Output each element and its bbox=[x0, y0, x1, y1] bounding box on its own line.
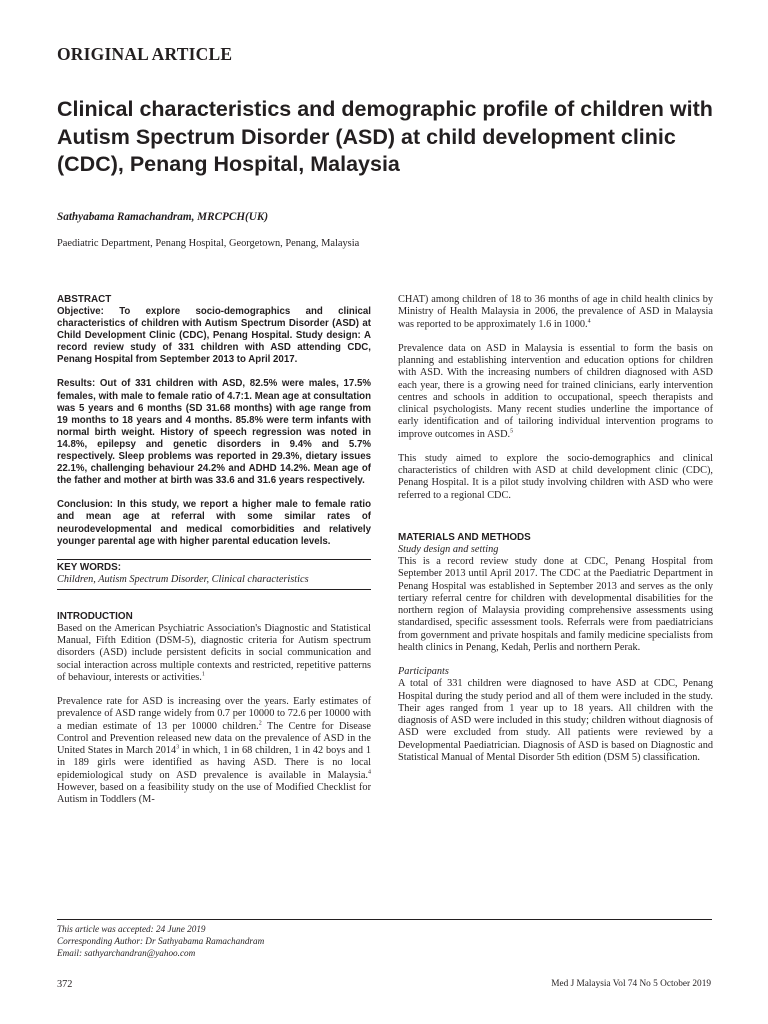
article-title: Clinical characteristics and demographic profile of children with Autism Spectrum Disorder (ASD) at child development clinic (CDC), Penang Hospital, Malaysia bbox=[57, 97, 713, 176]
participants-paragraph: A total of 331 children were diagnosed to have ASD at CDC, Penang Hospital during the study period and all of them were included in the study. Their ages ranged from 1 year up to 18 years. All children with the diagnosis of ASD were included in this study; children without diagnosis of ASD were excluded from study. All patients were reviewed by a Developmental Paediatrician. Diagnosis of ASD is based on Diagnostic and Statistical Manual of Mental Disorder 5th edition (DSM 5) classification. bbox=[398, 678, 713, 763]
citation-ref: 4 bbox=[368, 769, 371, 776]
introduction-heading: INTRODUCTION bbox=[57, 610, 133, 622]
abstract-heading: ABSTRACT bbox=[57, 294, 112, 305]
abstract-results: Results: Out of 331 children with ASD, 82.5% were males, 17.5% females, with male to female ratio of 4.7:1. Mean age at consultation was 5 years and 6 months (SD 31.68 months) with age range from 19 months to 18 years and 4 months. 85.8% were term infants with normal birth weight. History of speech regression was noted in 14.8%, epilepsy and genetic disorders in 9.4% and 5.7% respectively. Sleep problems was reported in 29.3%, dietary issues 22.1%, challenging behaviour 24.2% and ADHD 14.2%. Mean age of the father and mother at birth was 33.6 and 31.6 years respectively. bbox=[57, 378, 371, 487]
abstract-conclusion: Conclusion: In this study, we report a higher male to female ratio and mean age at referral with some similar rates of neurodevelopmental and medical comorbidities and relatively younger parental age with higher parental education levels. bbox=[57, 499, 371, 547]
methods-heading: MATERIALS AND METHODS bbox=[398, 531, 531, 543]
journal-reference: Med J Malaysia Vol 74 No 5 October 2019 bbox=[551, 979, 711, 989]
citation-ref: 3 bbox=[176, 744, 180, 751]
abstract-objective: Objective: To explore socio-demographics and clinical characteristics of children with Autism Spectrum Disorder (ASD) at Child Development Clinic (CDC), Penang Hospital. Study design: A record review study of 331 children with ASD attending CDC, Penang Hospital from September 2013 to April 2017. bbox=[57, 306, 371, 366]
keywords-heading: KEY WORDS: bbox=[57, 561, 122, 573]
study-design-subheading: Study design and setting bbox=[398, 543, 499, 555]
page-number: 372 bbox=[57, 979, 73, 990]
study-design-paragraph: This is a record review study done at CDC, Penang Hospital from September 2013 until April 2017. The CDC at the Paediatric Department in Penang Hospital was established in September 2013 and serves as the only tertiary referral centre for children with developmental disabilities for the northern region of Malaysia providing comprehensive assessments using standardised, specific assessment tools. Referrals were from paediatricians from government and private hospitals and family medicine specialists from health clinics in Penang, Kedah, Perlis and northern Perak. bbox=[398, 556, 713, 653]
author-line: Sathyabama Ramachandram, MRCPCH(UK) bbox=[57, 211, 269, 223]
intro-continued-paragraph: CHAT) among children of 18 to 36 months of age in child health clinics by Ministry of Health Malaysia in 2006, the prevalence of ASD in Malaysia was reported to be approximately 1.6 in 1000.$^4$ bbox=[398, 294, 713, 330]
footer-divider bbox=[57, 919, 712, 920]
accepted-note: This article was accepted: 24 June 2019 bbox=[57, 924, 206, 934]
keywords-text: Children, Autism Spectrum Disorder, Clinical characteristics bbox=[57, 573, 309, 585]
footnotes bbox=[57, 923, 457, 959]
introduction-paragraph-1: Based on the American Psychiatric Association's Diagnostic and Statistical Manual, Fifth Edition (DSM-5), diagnostic criteria for Autism spectrum disorders (ASD) include persistent deficits in social communication and social interaction across multiple contexts and restricted, repetitive patterns of behaviour, interests or activities.$^1$ bbox=[57, 622, 371, 683]
participants-subheading: Participants bbox=[398, 666, 449, 677]
citation-ref: 4 bbox=[587, 318, 591, 325]
affiliation-line: Paediatric Department, Penang Hospital, Georgetown, Penang, Malaysia bbox=[57, 238, 360, 249]
email-note: Email: sathyarchandran@yahoo.com bbox=[57, 948, 196, 958]
corresponding-author-note: Corresponding Author: Dr Sathyabama Ramachandram bbox=[57, 936, 265, 946]
aim-paragraph: This study aimed to explore the socio-demographics and clinical characteristics of children with ASD at child development clinic (CDC), Penang Hospital. It is a pilot study involving children with ASD who were referred to a regional CDC. bbox=[398, 452, 713, 501]
section-label: ORIGINAL ARTICLE bbox=[57, 44, 233, 64]
left-column bbox=[57, 294, 371, 806]
introduction-paragraph-2: Prevalence rate for ASD is increasing over the years. Early estimates of prevalence of ASD range widely from 0.7 per 10000 to 72.6 per 10000 with a median estimate of 13 per 10000 children.$^2$ The Centre for Disease Control and Prevention released new data on the prevalence of ASD in the United States in March 2014$^3$ in which, 1 in 68 children, 1 in 42 boys and 1 in 189 girls were identified as having ASD. There is no local epidemiological study on ASD prevalence is available in Malaysia.$^4$ However, based on a feasibility study on the use of Modified Checklist for Autism in Toddlers (M- bbox=[57, 696, 371, 806]
citation-ref: 1 bbox=[201, 671, 205, 678]
right-column bbox=[398, 294, 713, 764]
citation-ref: 5 bbox=[510, 428, 514, 435]
keywords-box bbox=[57, 559, 371, 590]
citation-ref: 2 bbox=[258, 720, 262, 727]
prevalence-paragraph: Prevalence data on ASD in Malaysia is essential to form the basis on planning and establishing intervention and education options for children with ASD. With the increasing numbers of children diagnosed with ASD each year, there is a growing need for trained clinicians, early intervention centres and schools in addition to occupational, speech therapists and clinical psychologists. Many recent studies underline the importance of early identification and of tailoring individual intervention programs to improve outcomes in ASD.$^5$ bbox=[398, 342, 713, 440]
